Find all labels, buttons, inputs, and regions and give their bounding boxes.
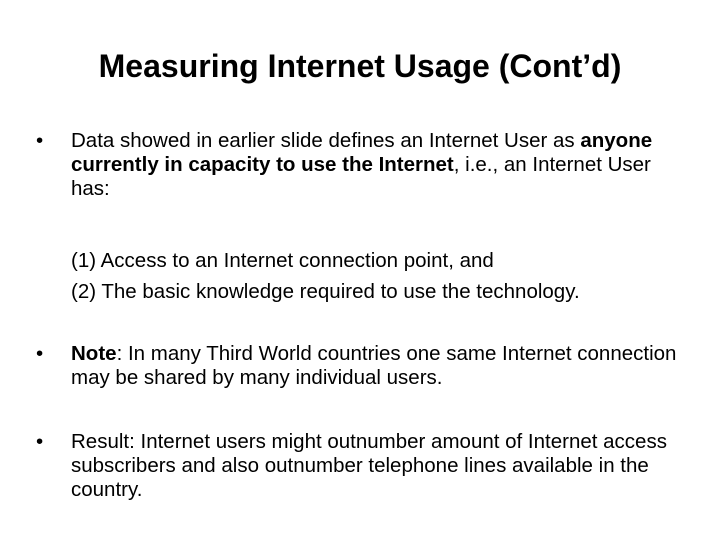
requirement-item-access: (1) Access to an Internet connection point, and [71, 249, 494, 272]
bullet-bold-phrase: Note [71, 342, 117, 365]
bullet-dot-icon: • [36, 342, 44, 365]
slide-title: Measuring Internet Usage (Cont’d) [98, 48, 622, 84]
bullet-item-result [36, 430, 686, 502]
bullet-text-part: , i.e., an Internet User has: [71, 153, 651, 200]
bullet-text [71, 342, 686, 390]
requirement-item-knowledge: (2) The basic knowledge required to use the technology. [71, 280, 580, 303]
bullet-text-part: : In many Third World countries one same Internet connection may be shared by many individual users. [71, 342, 677, 389]
bullet-text-part: Data showed in earlier slide defines an Internet User as [71, 129, 581, 152]
bullet-bold-phrase: anyone currently in capacity to use the Internet [71, 129, 653, 176]
bullet-dot-icon: • [36, 430, 44, 453]
bullet-text: Result: Internet users might outnumber amount of Internet access subscribers and also outnumber telephone lines available in the country. [71, 430, 667, 501]
bullet-text [71, 129, 686, 201]
bullet-item-note [36, 342, 686, 390]
requirements-list [71, 245, 691, 307]
bullet-item-internet-user-definition [36, 129, 686, 201]
bullet-dot-icon: • [36, 129, 44, 152]
